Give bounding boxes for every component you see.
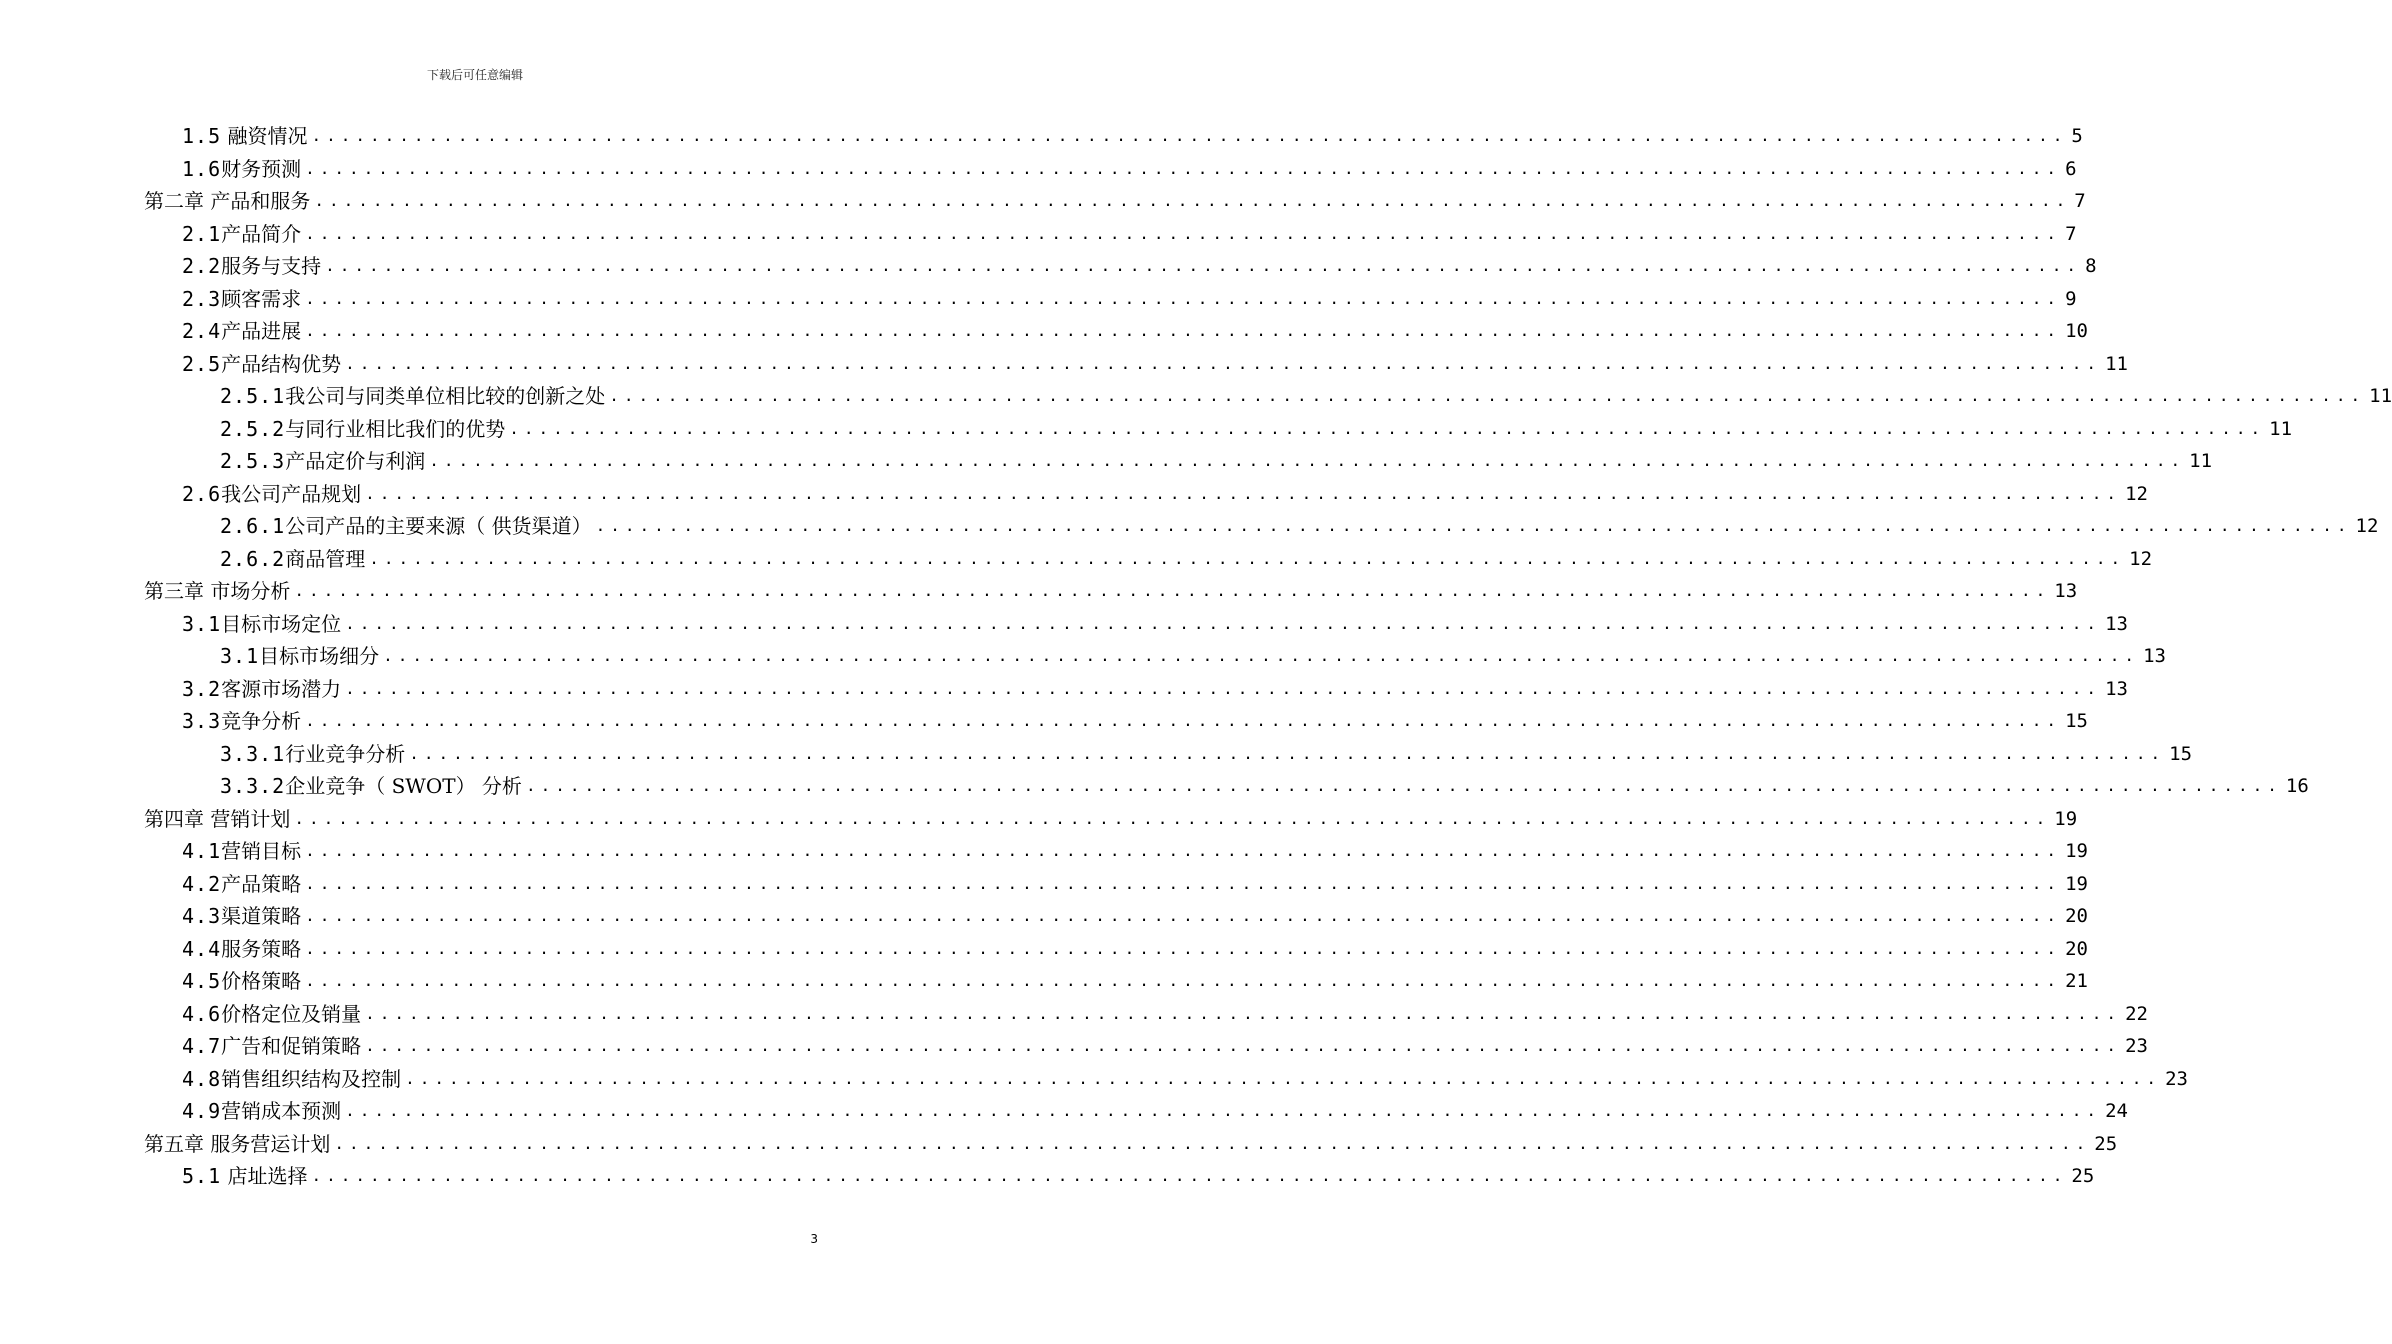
- toc-entry-title: [182, 122, 307, 150]
- toc-entry-text: 产品进展: [221, 319, 302, 343]
- toc-entry-number: 4.5: [182, 969, 222, 993]
- toc-entry-number: 2.6.2: [220, 546, 286, 571]
- toc-entry-text: 顾客需求: [221, 286, 302, 311]
- toc-entry-number: 3.1: [182, 611, 222, 636]
- toc-entry-title: [182, 317, 301, 345]
- toc-dot-leader: ........................................................................................................................: [345, 613, 2102, 633]
- toc-entry-page: 19: [2065, 872, 2088, 895]
- toc-entry-text: 产品策略: [221, 871, 302, 896]
- toc-entry-title: [182, 870, 301, 898]
- toc-entry-number: 2.1: [182, 221, 222, 246]
- toc-entry-page: 25: [2071, 1165, 2095, 1187]
- toc-entry-title: [182, 707, 301, 735]
- toc-entry-page: 23: [2165, 1067, 2188, 1090]
- toc-entry[interactable]: [182, 935, 2088, 963]
- toc-entry-page: 20: [2065, 937, 2088, 960]
- toc-dot-leader: ........................................................................................................................: [429, 451, 2186, 470]
- toc-entry-page: 10: [2065, 320, 2088, 342]
- toc-entry-title: [182, 1162, 307, 1190]
- toc-entry-number: 2.5.3: [220, 449, 286, 473]
- toc-entry-text: 服务策略: [221, 936, 302, 961]
- toc-entry-number: 2.6.1: [220, 514, 286, 538]
- toc-entry-page: 11: [2369, 385, 2392, 407]
- toc-dot-leader: ........................................................................................................................: [305, 288, 2062, 308]
- toc-dot-leader: ........................................................................................................................: [405, 1068, 2162, 1088]
- toc-entry-title: [182, 220, 301, 248]
- toc-dot-leader: ........................................................................................................................: [305, 906, 2062, 925]
- toc-entry-title: [182, 1097, 341, 1125]
- toc-entry[interactable]: [182, 1000, 2148, 1028]
- toc-entry-title: [220, 642, 379, 670]
- toc-entry-number: 2.6: [182, 481, 222, 506]
- toc-entry-title: [182, 155, 301, 183]
- toc-entry-text: 第五章 服务营运计划: [144, 1131, 331, 1156]
- toc-entry-title: [220, 415, 505, 443]
- toc-entry-title: [220, 447, 425, 475]
- toc-entry-number: 2.5: [182, 351, 222, 376]
- toc-dot-leader: ........................................................................................................................: [509, 418, 2266, 438]
- toc-dot-leader: ........................................................................................................................: [294, 808, 2051, 828]
- toc-entry-number: 2.4: [182, 319, 222, 343]
- toc-entry-page: 20: [2065, 905, 2088, 927]
- toc-dot-leader: ........................................................................................................................: [365, 483, 2122, 503]
- toc-entry-title: [144, 577, 290, 605]
- toc-entry-text: 第三章 市场分析: [144, 579, 291, 603]
- toc-entry-page: 13: [2105, 612, 2128, 635]
- toc-entry[interactable]: [144, 805, 2078, 833]
- toc-dot-leader: ........................................................................................................................: [409, 743, 2166, 763]
- toc-entry-number: 3.1: [220, 644, 260, 668]
- toc-entry-text: 我公司与同类单位相比较的创新之处: [285, 384, 606, 408]
- toc-dot-leader: ........................................................................................................................: [525, 776, 2282, 795]
- toc-entry-title: [182, 480, 361, 508]
- toc-entry[interactable]: [182, 317, 2088, 345]
- toc-dot-leader: ........................................................................................................................: [305, 158, 2062, 178]
- toc-entry-number: 4.1: [182, 839, 222, 863]
- toc-entry[interactable]: [220, 512, 2379, 540]
- toc-entry-title: [182, 935, 301, 963]
- toc-dot-leader: ........................................................................................................................: [305, 873, 2062, 893]
- toc-entry-text: 服务与支持: [221, 254, 322, 278]
- toc-entry-text: 产品简介: [221, 221, 302, 246]
- toc-entry-number: 4.2: [182, 871, 222, 896]
- toc-entry-number: 2.2: [182, 254, 222, 278]
- toc-dot-leader: ........................................................................................................................: [334, 1133, 2091, 1153]
- toc-dot-leader: ........................................................................................................................: [365, 1036, 2122, 1055]
- toc-entry-text: 第四章 营销计划: [144, 806, 291, 831]
- toc-entry-text: 融资情况: [221, 124, 308, 148]
- toc-entry-page: 9: [2065, 287, 2077, 310]
- toc-entry-title: [182, 610, 341, 638]
- toc-entry-number: 5.1: [182, 1164, 222, 1188]
- toc-entry-page: 7: [2074, 190, 2086, 212]
- toc-entry-page: 11: [2189, 450, 2213, 472]
- toc-entry[interactable]: [220, 772, 2309, 800]
- toc-entry-title: [182, 902, 301, 930]
- toc-entry-title: [144, 805, 290, 833]
- toc-dot-leader: ........................................................................................................................: [345, 678, 2102, 698]
- toc-entry-title: [182, 285, 301, 313]
- toc-entry-number: 3.3.2: [220, 774, 286, 798]
- toc-dot-leader: ........................................................................................................................: [325, 256, 2082, 275]
- page-header: 下载后可任意编辑: [426, 68, 523, 82]
- toc-entry-page: 15: [2169, 742, 2193, 765]
- toc-entry-text: 竞争分析: [221, 709, 302, 733]
- toc-dot-leader: ........................................................................................................................: [305, 223, 2062, 243]
- toc-entry[interactable]: [144, 1130, 2118, 1158]
- toc-entry[interactable]: [182, 1097, 2128, 1125]
- toc-dot-leader: ........................................................................................................................: [314, 191, 2071, 210]
- toc-entry-number: 4.9: [182, 1099, 222, 1123]
- toc-entry-number: 3.3.1: [220, 741, 286, 766]
- toc-entry[interactable]: [182, 1162, 2095, 1190]
- toc-entry-text: 渠道策略: [221, 904, 302, 928]
- toc-entry-page: 15: [2065, 710, 2088, 732]
- toc-entry-number: 2.5.1: [220, 384, 286, 408]
- toc-entry[interactable]: [182, 122, 2083, 150]
- toc-entry[interactable]: [182, 707, 2088, 735]
- toc-entry-page: 16: [2285, 775, 2309, 797]
- toc-entry[interactable]: [182, 610, 2128, 638]
- toc-entry-title: [182, 350, 341, 378]
- toc-entry-page: 25: [2094, 1132, 2118, 1155]
- toc-entry-text: 目标市场定位: [221, 611, 342, 636]
- page-number: 3: [810, 1232, 818, 1246]
- toc-entry-number: 4.8: [182, 1066, 222, 1091]
- toc-entry-text: 第二章 产品和服务: [144, 189, 311, 213]
- toc-entry-page: 12: [2129, 547, 2153, 570]
- toc-entry[interactable]: [144, 577, 2078, 605]
- toc-dot-leader: ........................................................................................................................: [345, 1101, 2102, 1120]
- toc-dot-leader: ........................................................................................................................: [311, 1166, 2068, 1185]
- toc-entry-page: 11: [2105, 352, 2128, 375]
- toc-entry-page: 13: [2054, 580, 2078, 602]
- toc-entry[interactable]: [220, 382, 2392, 410]
- toc-entry-title: [220, 772, 522, 800]
- toc-entry-page: 19: [2054, 807, 2078, 830]
- toc-entry-text: 价格策略: [221, 969, 302, 993]
- toc-entry-page: 22: [2125, 1002, 2148, 1025]
- toc-entry-page: 24: [2105, 1100, 2128, 1122]
- toc-entry-title: [182, 675, 341, 703]
- toc-dot-leader: ........................................................................................................................: [345, 353, 2102, 373]
- toc-entry-text: 产品定价与利润: [285, 449, 426, 473]
- toc-entry-text: 店址选择: [221, 1164, 308, 1188]
- toc-entry-number: 2.3: [182, 286, 222, 311]
- toc-entry-page: 23: [2125, 1035, 2148, 1057]
- toc-entry-number: 4.3: [182, 904, 222, 928]
- toc-entry-text: 我公司产品规划: [221, 481, 362, 506]
- toc-dot-leader: ........................................................................................................................: [369, 548, 2126, 568]
- toc-entry[interactable]: [220, 415, 2293, 443]
- toc-entry-page: 5: [2071, 125, 2083, 147]
- toc-entry-page: 12: [2125, 482, 2148, 505]
- toc-dot-leader: ........................................................................................................................: [365, 1003, 2122, 1023]
- toc-dot-leader: ........................................................................................................................: [294, 581, 2051, 600]
- toc-entry[interactable]: [220, 447, 2213, 475]
- toc-entry-number: 4.6: [182, 1001, 222, 1026]
- toc-entry-title: [220, 512, 592, 540]
- toc-entry-text: 目标市场细分: [259, 644, 380, 668]
- toc-entry-text: 公司产品的主要来源（ 供货渠道）: [285, 514, 592, 538]
- toc-entry-page: 19: [2065, 840, 2088, 862]
- toc-dot-leader: ........................................................................................................................: [383, 646, 2140, 665]
- toc-entry-title: [220, 740, 405, 768]
- toc-entry-text: 营销目标: [221, 839, 302, 863]
- toc-entry-title: [144, 1130, 330, 1158]
- toc-entry-page: 12: [2355, 515, 2379, 537]
- toc-entry-text: 客源市场潜力: [221, 676, 342, 701]
- toc-entry-title: [182, 252, 321, 280]
- toc-entry-page: 21: [2065, 970, 2088, 992]
- toc-dot-leader: ........................................................................................................................: [305, 841, 2062, 860]
- toc-entry-title: [182, 967, 301, 995]
- toc-entry-title: [220, 382, 605, 410]
- toc-entry-page: 13: [2105, 677, 2128, 700]
- toc-entry-number: 3.3: [182, 709, 222, 733]
- toc-entry[interactable]: [182, 480, 2148, 508]
- toc-entry[interactable]: [182, 1032, 2148, 1060]
- toc-entry-text: 企业竞争（ SWOT） 分析: [285, 774, 522, 798]
- toc-entry[interactable]: [182, 967, 2088, 995]
- toc-entry[interactable]: [182, 870, 2088, 898]
- toc-entry-title: [182, 1000, 361, 1028]
- toc-dot-leader: ........................................................................................................................: [595, 516, 2352, 535]
- toc-entry-number: 4.4: [182, 936, 222, 961]
- toc-entry-number: 4.7: [182, 1034, 222, 1058]
- toc-dot-leader: ........................................................................................................................: [305, 971, 2062, 990]
- toc-entry-number: 3.2: [182, 676, 222, 701]
- toc-entry-text: 行业竞争分析: [285, 741, 406, 766]
- toc-entry-text: 广告和促销策略: [221, 1034, 362, 1058]
- toc-entry[interactable]: [182, 837, 2088, 865]
- toc-entry-number: 1.5: [182, 124, 222, 148]
- toc-entry-title: [144, 187, 310, 215]
- toc-entry[interactable]: [182, 285, 2077, 313]
- toc-entry-text: 销售组织结构及控制: [221, 1066, 402, 1091]
- toc-entry-text: 产品结构优势: [221, 351, 342, 376]
- toc-entry-text: 营销成本预测: [221, 1099, 342, 1123]
- toc-dot-leader: ........................................................................................................................: [305, 938, 2062, 958]
- toc-dot-leader: ........................................................................................................................: [311, 126, 2068, 145]
- toc-entry-page: 7: [2065, 222, 2077, 245]
- toc-entry-number: 1.6: [182, 156, 222, 181]
- toc-entry-page: 11: [2269, 417, 2293, 440]
- toc-entry[interactable]: [182, 220, 2077, 248]
- toc-entry[interactable]: [220, 545, 2153, 573]
- toc-entry-page: 8: [2085, 255, 2097, 277]
- toc-entry-title: [182, 1032, 361, 1060]
- toc-entry-text: 价格定位及销量: [221, 1001, 362, 1026]
- toc-entry-text: 与同行业相比我们的优势: [285, 416, 506, 441]
- toc-entry[interactable]: [182, 252, 2097, 280]
- toc-dot-leader: ........................................................................................................................: [305, 711, 2062, 730]
- toc-entry-text: 财务预测: [221, 156, 302, 181]
- toc-entry-title: [220, 545, 365, 573]
- toc-entry[interactable]: [182, 1065, 2188, 1093]
- toc-entry[interactable]: [182, 155, 2077, 183]
- toc-entry-title: [182, 1065, 401, 1093]
- toc-entry-text: 商品管理: [285, 546, 366, 571]
- toc-entry[interactable]: [182, 902, 2088, 930]
- toc-entry[interactable]: [182, 350, 2128, 378]
- toc-dot-leader: ........................................................................................................................: [609, 386, 2366, 405]
- toc-entry-page: 13: [2143, 645, 2166, 667]
- toc-entry[interactable]: [220, 740, 2193, 768]
- toc-entry-page: 6: [2065, 157, 2077, 180]
- toc-entry-number: 2.5.2: [220, 416, 286, 441]
- toc-dot-leader: ........................................................................................................................: [305, 321, 2062, 340]
- toc-entry[interactable]: [182, 675, 2128, 703]
- toc-entry-title: [182, 837, 301, 865]
- toc-entry[interactable]: [220, 642, 2166, 670]
- toc-entry[interactable]: [144, 187, 2086, 215]
